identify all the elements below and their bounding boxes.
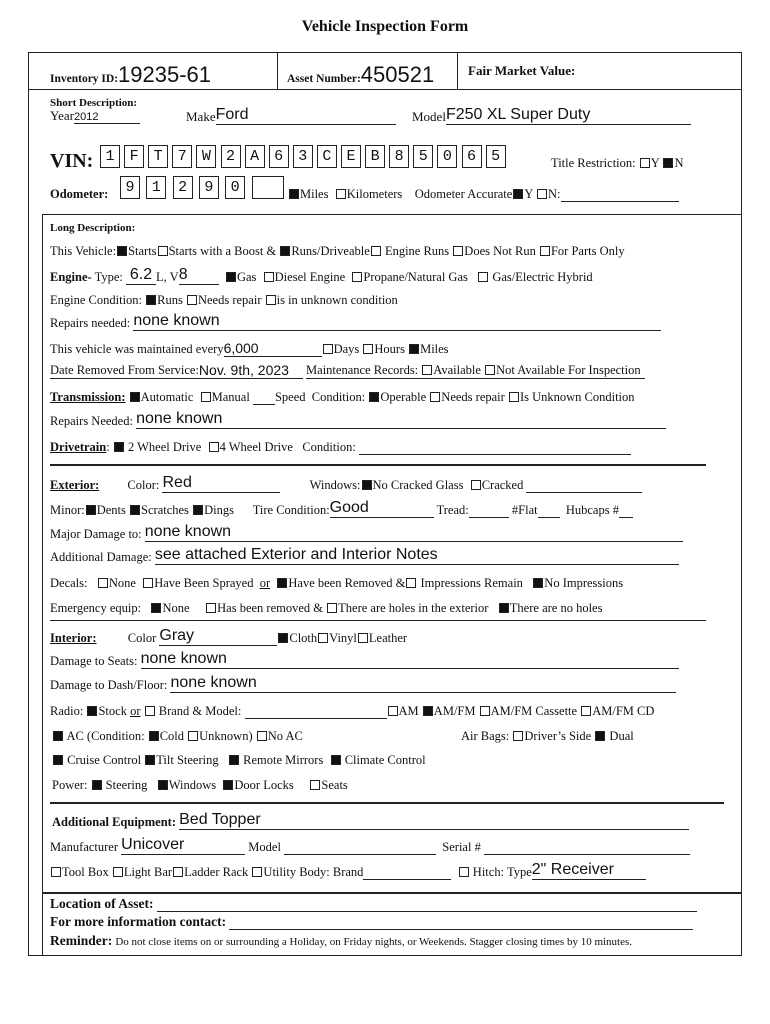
power-windows-checkbox[interactable] xyxy=(158,780,168,790)
holes-checkbox[interactable] xyxy=(327,603,337,613)
decals-none-checkbox[interactable] xyxy=(98,578,108,588)
decals-sprayed-checkbox[interactable] xyxy=(143,578,153,588)
removed-label: Date Removed From Service: xyxy=(50,363,199,377)
seats-damage-value[interactable]: none known xyxy=(141,650,679,669)
vin-char-box[interactable]: 6 xyxy=(269,145,289,168)
vin-char-box[interactable]: 7 xyxy=(172,145,192,168)
decals-row: Decals: None Have Been Sprayed or Have been Removed & Impressions Remain No Impressions xyxy=(50,576,624,590)
vehicle-status-row: This Vehicle: Starts Starts with a Boost & Runs/Driveable Engine Runs Does Not Run For Parts Only xyxy=(50,244,625,258)
odometer-digit-box[interactable] xyxy=(252,176,284,199)
title-y-label: Y xyxy=(650,156,660,170)
vin-char-box[interactable]: C xyxy=(317,145,337,168)
exterior-color-value[interactable]: Red xyxy=(162,474,280,493)
year-field[interactable] xyxy=(50,108,140,124)
utility-brand-line[interactable] xyxy=(363,879,451,880)
vinyl-checkbox[interactable] xyxy=(318,633,328,643)
divider xyxy=(42,214,43,956)
trans-needs-repair-checkbox[interactable] xyxy=(430,392,440,402)
cruise-checkbox[interactable] xyxy=(53,755,63,765)
radio-row: Radio: Stock or Brand & Model: AM AM/FM AM/FM Cassette AM/FM CD xyxy=(50,704,655,718)
tread-line[interactable] xyxy=(469,517,509,518)
gas-checkbox[interactable] xyxy=(226,272,236,282)
vin-char-box[interactable]: T xyxy=(148,145,168,168)
engine-unknown-checkbox[interactable] xyxy=(266,295,276,305)
maintenance-value[interactable]: 6,000 xyxy=(224,340,322,357)
vin-char-box[interactable]: 8 xyxy=(389,145,409,168)
ac-row: AC (Condition: Cold Unknown) No AC xyxy=(52,729,303,744)
divider xyxy=(42,892,742,894)
cassette-checkbox[interactable] xyxy=(480,706,490,716)
vin-char-box[interactable]: B xyxy=(365,145,385,168)
asset-label: Asset Number: xyxy=(287,73,361,85)
dash-damage-row: Damage to Dash/Floor: none known xyxy=(50,674,676,693)
title-restriction-label: Title Restriction: xyxy=(551,156,636,170)
asset-field[interactable] xyxy=(287,62,434,88)
make-field[interactable] xyxy=(186,106,396,125)
no-ac-checkbox[interactable] xyxy=(257,731,267,741)
lightbar-checkbox[interactable] xyxy=(113,867,123,877)
dings-checkbox[interactable] xyxy=(193,505,203,515)
amfm-checkbox[interactable] xyxy=(423,706,433,716)
vin-char-box[interactable]: 1 xyxy=(100,145,120,168)
emergency-row: Emergency equip: None Has been removed & There are holes in the exterior There are no holes xyxy=(50,601,603,615)
am-checkbox[interactable] xyxy=(388,706,398,716)
radio-stock-checkbox[interactable] xyxy=(87,706,97,716)
title-restriction xyxy=(551,156,683,171)
hours-checkbox[interactable] xyxy=(363,344,373,354)
fmv-label[interactable]: Fair Market Value: xyxy=(468,63,576,78)
automatic-checkbox[interactable] xyxy=(130,392,140,402)
drivetrain-condition-line[interactable] xyxy=(359,454,631,455)
divider xyxy=(28,89,742,90)
vin-char-box[interactable]: 5 xyxy=(486,145,506,168)
location-line[interactable] xyxy=(157,911,697,912)
dual-airbag-checkbox[interactable] xyxy=(595,731,605,741)
accurate-n-checkbox[interactable] xyxy=(537,189,547,199)
miles-checkbox[interactable] xyxy=(289,189,299,199)
climate-checkbox[interactable] xyxy=(331,755,341,765)
hitch-value[interactable]: 2" Receiver xyxy=(532,861,646,880)
runs-checkbox[interactable] xyxy=(280,246,290,256)
additional-damage-value[interactable]: see attached Exterior and Interior Notes xyxy=(155,546,679,565)
contact-row: For more information contact: xyxy=(50,914,693,930)
equipment-row: Additional Equipment: Bed Topper xyxy=(52,811,689,830)
tire-value[interactable]: Good xyxy=(330,499,434,518)
manufacturer-row: Manufacturer Unicover Model Serial # xyxy=(50,836,690,855)
odometer-digit-box[interactable]: 1 xyxy=(146,176,166,199)
miles-label: Miles xyxy=(300,187,329,201)
hitch-checkbox[interactable] xyxy=(459,867,469,877)
vin-char-box[interactable]: W xyxy=(196,145,216,168)
reminder-row: Reminder: Do not close items on or surrounding a Holiday, on Friday nights, or Weekends. Stagger closing times by 10 minutes. xyxy=(50,933,633,948)
minor-damage-row: Minor: Dents Scratches Dings Tire Condition:Good Tread: #Flat Hubcaps # xyxy=(50,499,633,518)
form-title: Vehicle Inspection Form xyxy=(301,18,469,35)
trans-repairs-value[interactable]: none known xyxy=(136,410,666,429)
no-holes-checkbox[interactable] xyxy=(499,603,509,613)
features-row: Cruise Control Tilt Steering Remote Mirrors Climate Control xyxy=(52,753,426,768)
ladder-checkbox[interactable] xyxy=(173,867,183,877)
accurate-n-line[interactable] xyxy=(561,201,679,202)
vin-char-box[interactable]: 6 xyxy=(462,145,482,168)
manufacturer-value[interactable]: Unicover xyxy=(121,836,245,855)
cracked-checkbox[interactable] xyxy=(471,480,481,490)
cracked-line[interactable] xyxy=(526,492,642,493)
model-value: F250 XL Super Duty xyxy=(446,106,691,125)
odometer-digit-box[interactable]: 0 xyxy=(225,176,245,199)
records-not-available-checkbox[interactable] xyxy=(485,365,495,375)
trans-unknown-checkbox[interactable] xyxy=(509,392,519,402)
removed-row: Date Removed From Service:Nov. 9th, 2023 Maintenance Records: Available Not Available For Inspection xyxy=(50,362,645,379)
four-wd-checkbox[interactable] xyxy=(209,442,219,452)
vin-label: VIN: xyxy=(50,150,94,172)
odometer-label: Odometer: xyxy=(50,187,109,201)
emergency-none-checkbox[interactable] xyxy=(151,603,161,613)
year-label: Year xyxy=(50,108,74,123)
dents-checkbox[interactable] xyxy=(86,505,96,515)
equipment-value[interactable]: Bed Topper xyxy=(179,811,689,830)
vin-char-box[interactable]: F xyxy=(124,145,144,168)
vin-char-box[interactable]: 0 xyxy=(437,145,457,168)
utility-checkbox[interactable] xyxy=(252,867,262,877)
divider xyxy=(50,620,706,621)
door-locks-checkbox[interactable] xyxy=(223,780,233,790)
impressions-checkbox[interactable] xyxy=(406,578,416,588)
radio-brand-line[interactable] xyxy=(245,718,387,719)
seats-damage-row: Damage to Seats: none known xyxy=(50,650,679,669)
radio-brand-checkbox[interactable] xyxy=(145,706,155,716)
decals-removed-checkbox[interactable] xyxy=(277,578,287,588)
hybrid-checkbox[interactable] xyxy=(478,272,488,282)
year-value: 2012 xyxy=(74,111,140,124)
starts-checkbox[interactable] xyxy=(117,246,127,256)
vin-char-box[interactable]: 2 xyxy=(221,145,241,168)
title-n-label: N xyxy=(674,156,684,170)
two-wd-checkbox[interactable] xyxy=(114,442,124,452)
vin-char-box[interactable]: A xyxy=(245,145,265,168)
operable-checkbox[interactable] xyxy=(369,392,379,402)
interior-color-value[interactable]: Gray xyxy=(159,627,277,646)
cloth-checkbox[interactable] xyxy=(278,633,288,643)
days-checkbox[interactable] xyxy=(323,344,333,354)
title-n-checkbox[interactable] xyxy=(663,158,673,168)
divider xyxy=(42,214,742,215)
not-run-checkbox[interactable] xyxy=(453,246,463,256)
ac-cold-checkbox[interactable] xyxy=(149,731,159,741)
engine-needs-repair-checkbox[interactable] xyxy=(187,295,197,305)
no-cracked-checkbox[interactable] xyxy=(362,480,372,490)
flat-line[interactable] xyxy=(538,517,560,518)
interior-color-row: Interior: Color Gray Cloth Vinyl Leather xyxy=(50,627,408,645)
scratches-checkbox[interactable] xyxy=(130,505,140,515)
ac-checkbox[interactable] xyxy=(53,731,63,741)
hubcaps-line[interactable] xyxy=(619,517,633,518)
odometer-options xyxy=(288,187,679,202)
equipment-options-row: Tool Box Light Bar Ladder Rack Utility Body: Brand Hitch: Type2" Receiver xyxy=(50,861,646,880)
toolbox-checkbox[interactable] xyxy=(51,867,61,877)
model-label: Model xyxy=(412,109,446,124)
asset-value: 450521 xyxy=(360,62,435,87)
maintenance-row: This vehicle was maintained every6,000 Days Hours Miles xyxy=(50,340,449,356)
major-damage-row: Major Damage to: none known xyxy=(50,523,683,542)
accurate-y-label: Y xyxy=(524,187,533,201)
title-y-checkbox[interactable] xyxy=(640,158,650,168)
transmission-row: Transmission: Automatic Manual Speed Condition: Operable Needs repair Is Unknown Condition xyxy=(50,390,635,404)
make-value: Ford xyxy=(216,106,396,125)
driver-airbag-checkbox[interactable] xyxy=(513,731,523,741)
power-seats-checkbox[interactable] xyxy=(310,780,320,790)
records-available-checkbox[interactable] xyxy=(422,365,432,375)
divider xyxy=(50,464,706,466)
serial-line[interactable] xyxy=(484,854,690,855)
airbags-row: Air Bags: Driver’s Side Dual xyxy=(461,729,634,743)
model-field[interactable] xyxy=(412,106,691,125)
propane-checkbox[interactable] xyxy=(352,272,362,282)
odometer-digit-box[interactable]: 9 xyxy=(199,176,219,199)
miles-maint-checkbox[interactable] xyxy=(409,344,419,354)
short-description-label: Short Description: xyxy=(50,97,138,109)
km-checkbox[interactable] xyxy=(336,189,346,199)
inventory-value: 19235-61 xyxy=(118,62,212,87)
long-description-label: Long Description: xyxy=(50,222,136,234)
diesel-checkbox[interactable] xyxy=(264,272,274,282)
divider xyxy=(50,802,724,804)
odometer-digit-box[interactable]: 2 xyxy=(173,176,193,199)
accurate-label: Odometer Accurate xyxy=(414,187,513,201)
vin-char-box[interactable]: 5 xyxy=(413,145,433,168)
accurate-y-checkbox[interactable] xyxy=(513,189,523,199)
engine-type-row: Engine- Type: 6.2 L, V8 Gas Diesel Engine Propane/Natural Gas Gas/Electric Hybrid xyxy=(50,266,593,284)
engine-condition-row: Engine Condition: Runs Needs repair is in unknown condition xyxy=(50,293,398,307)
engine-runs-checkbox[interactable] xyxy=(371,246,381,256)
boost-checkbox[interactable] xyxy=(158,246,168,256)
vin-char-box[interactable]: 3 xyxy=(293,145,313,168)
engine-runs-cond-checkbox[interactable] xyxy=(146,295,156,305)
tilt-checkbox[interactable] xyxy=(145,755,155,765)
ac-unknown-checkbox[interactable] xyxy=(188,731,198,741)
leather-checkbox[interactable] xyxy=(358,633,368,643)
accurate-n-label: N: xyxy=(548,187,561,201)
repairs-value[interactable]: none known xyxy=(133,312,661,331)
parts-checkbox[interactable] xyxy=(540,246,550,256)
manual-checkbox[interactable] xyxy=(201,392,211,402)
speed-line[interactable] xyxy=(253,404,275,405)
divider xyxy=(457,52,458,89)
mirrors-checkbox[interactable] xyxy=(229,755,239,765)
removed-value[interactable]: Nov. 9th, 2023 xyxy=(199,362,303,379)
dash-damage-value[interactable]: none known xyxy=(170,674,676,693)
power-row: Power: Steering Windows Door Locks Seats xyxy=(52,778,348,792)
inventory-label: Inventory ID: xyxy=(50,73,119,85)
major-damage-value[interactable]: none known xyxy=(145,523,683,542)
inventory-field[interactable] xyxy=(50,62,211,88)
liters-value[interactable]: 6.2 xyxy=(126,266,156,285)
contact-line[interactable] xyxy=(229,929,693,930)
emergency-removed-checkbox[interactable] xyxy=(206,603,216,613)
cylinders-value[interactable]: 8 xyxy=(179,266,219,285)
no-impressions-checkbox[interactable] xyxy=(533,578,543,588)
divider xyxy=(277,52,278,89)
drivetrain-row: Drivetrain: 2 Wheel Drive 4 Wheel Drive Condition: xyxy=(50,440,631,455)
equip-model-line[interactable] xyxy=(284,854,436,855)
repairs-row: Repairs needed: none known xyxy=(50,312,661,331)
cd-checkbox[interactable] xyxy=(581,706,591,716)
km-label: Kilometers xyxy=(346,187,403,201)
make-label: Make xyxy=(186,109,216,124)
location-row: Location of Asset: xyxy=(50,896,697,912)
vin-char-box[interactable]: E xyxy=(341,145,361,168)
odometer-digit-box[interactable]: 9 xyxy=(120,176,140,199)
exterior-color-row: Exterior: Color: Red Windows: No Cracked Glass Cracked xyxy=(50,474,642,493)
power-steering-checkbox[interactable] xyxy=(92,780,102,790)
additional-damage-row: Additional Damage: see attached Exterior and Interior Notes xyxy=(50,546,679,565)
trans-repairs-row: Repairs Needed: none known xyxy=(50,410,666,429)
